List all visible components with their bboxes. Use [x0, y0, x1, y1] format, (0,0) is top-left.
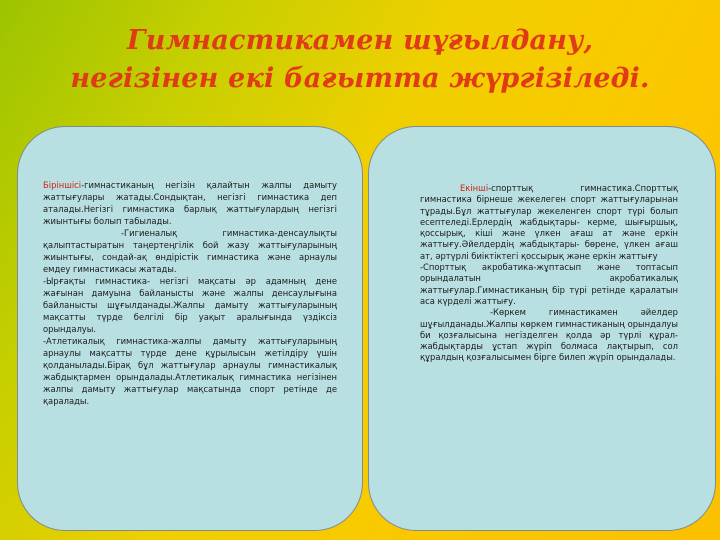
left-paragraph-2: -Гигиеналық гимнастика-денсаулықты қалыптастыратын таңертеңгілік бой жазу жаттығуларының жиынтығы, сондай-ақ өндірістік гимнастика және арнаулы емдеу гимнастикасы жатады. [43, 228, 337, 274]
right-panel-text [420, 183, 678, 364]
left-panel [17, 126, 363, 531]
left-paragraph-1 [43, 179, 337, 227]
left-paragraph-4: -Атлетикалық гимнастика-жалпы дамыту жаттығуларының арнаулы мақсатты түрде дене құрылысын жетілдіру үшін қолданылады.Бірақ бұл жаттығулар арнаулы гимнастикалық жабдықтармен орындалады.Атлетикалық гимнастика негізінен жалпы дамыту жаттығулар мақсатында спорт ретінде де қаралады. [43, 336, 337, 406]
left-paragraph-1-text: -гимнастиканың негізін қалайтын жалпы дамыту жаттығулары жатады.Сондықтан, негізгі гимнастика деп аталады.Негізгі гимнастика барлық жаттығулардың негізгі жиынтығы болып табылады. [43, 180, 337, 226]
right-lead-word: Екінші [460, 183, 489, 193]
right-paragraph-1 [420, 183, 678, 262]
left-paragraph-3: -Ырғақты гимнастика- негізгі мақсаты әр адамның дене жағынан дамуына байланысты және жалпы денсаулығына байланысты шұғылданады.Жалпы дамыту жаттығуларының мақсатты түрде белгілі бір уақыт аралығында үздіксіз орындалуы. [43, 276, 337, 334]
right-panel [368, 126, 716, 531]
title-line-2: негізінен екі бағытта жүргізіледі. [70, 63, 650, 94]
right-paragraph-2: -Спорттық акробатика-жұптасып және топтасып орындалатын акробатикалық жаттығулар.Гимнастиканың бір түрі ретінде қаралатын аса күрделі жаттығу. [420, 262, 678, 306]
title-line-1: Гимнастикамен шұғылдану, [126, 25, 594, 56]
left-lead-word: Біріншісі [43, 180, 82, 190]
slide-title [0, 22, 720, 98]
right-paragraph-3: -Көркем гимнастикамен әйелдер шұғылданады.Жалпы көркем гимнастиканың орындалуы би қозғалысына негізделген қолда әр түрлі құрал-жабдықтарды ұстап жүріп болмаса лақтырып, сол құралдың қозғалысымен бірге билеп жүріп орындалады. [420, 307, 678, 363]
left-panel-text [43, 179, 337, 407]
right-paragraph-1-text: -спорттық гимнастика.Спорттық гимнастика бірнеше жекелеген спорт жаттығуларынан тұрады.Бұл жаттығулар жекеленген спорт түрі болып есептеледі.Ерлердің жабдықтары- керме, шығыршық, қоссырық, кіші және үлкен ағаш ат және еркін жаттығу.Әйелдердің жабдықтары- бөрене, үлкен ағаш ат, әртүрлі биіктіктегі қоссырық және еркін жаттығу [420, 183, 678, 261]
